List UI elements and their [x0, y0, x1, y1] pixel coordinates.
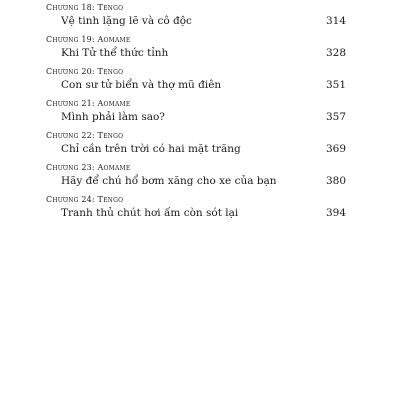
chapter-label: Chương 19: Aomame: [46, 35, 131, 44]
chapter-label: Chương 23: Aomame: [46, 163, 131, 172]
chapter-title: Con sư tử biển và thợ mũ điên: [61, 79, 222, 91]
chapter-title: Mình phải làm sao?: [61, 111, 165, 123]
chapter-title: Hãy để chú hổ bơm xăng cho xe của bạn: [61, 175, 277, 187]
page-number: 351: [325, 79, 346, 91]
toc-entry: [0, 34, 400, 66]
page-number: 314: [325, 15, 346, 27]
chapter-title: Tranh thủ chút hơi ấm còn sót lại: [61, 207, 239, 219]
chapter-label: Chương 24: Tengo: [46, 195, 124, 204]
chapter-label: Chương 21: Aomame: [46, 99, 131, 108]
page-number: 357: [325, 111, 346, 123]
toc-entry: [0, 162, 400, 194]
chapter-title: Chỉ cần trên trời có hai mặt trăng: [61, 143, 241, 155]
toc-entry: [0, 2, 400, 34]
chapter-title: Khi Tử thể thức tỉnh: [61, 47, 169, 59]
toc-entry: [0, 130, 400, 162]
page-number: 394: [325, 207, 346, 219]
chapter-label: Chương 20: Tengo: [46, 67, 124, 76]
chapter-title: Vệ tinh lặng lẽ và cô độc: [61, 15, 192, 27]
page-number: 380: [325, 175, 346, 187]
chapter-label: Chương 22: Tengo: [46, 131, 124, 140]
toc-entry: [0, 194, 400, 226]
toc-entry: [0, 66, 400, 98]
chapter-label: Chương 18: Tengo: [46, 3, 124, 12]
toc-entry: [0, 98, 400, 130]
page-number: 328: [325, 47, 346, 59]
page-number: 369: [325, 143, 346, 155]
